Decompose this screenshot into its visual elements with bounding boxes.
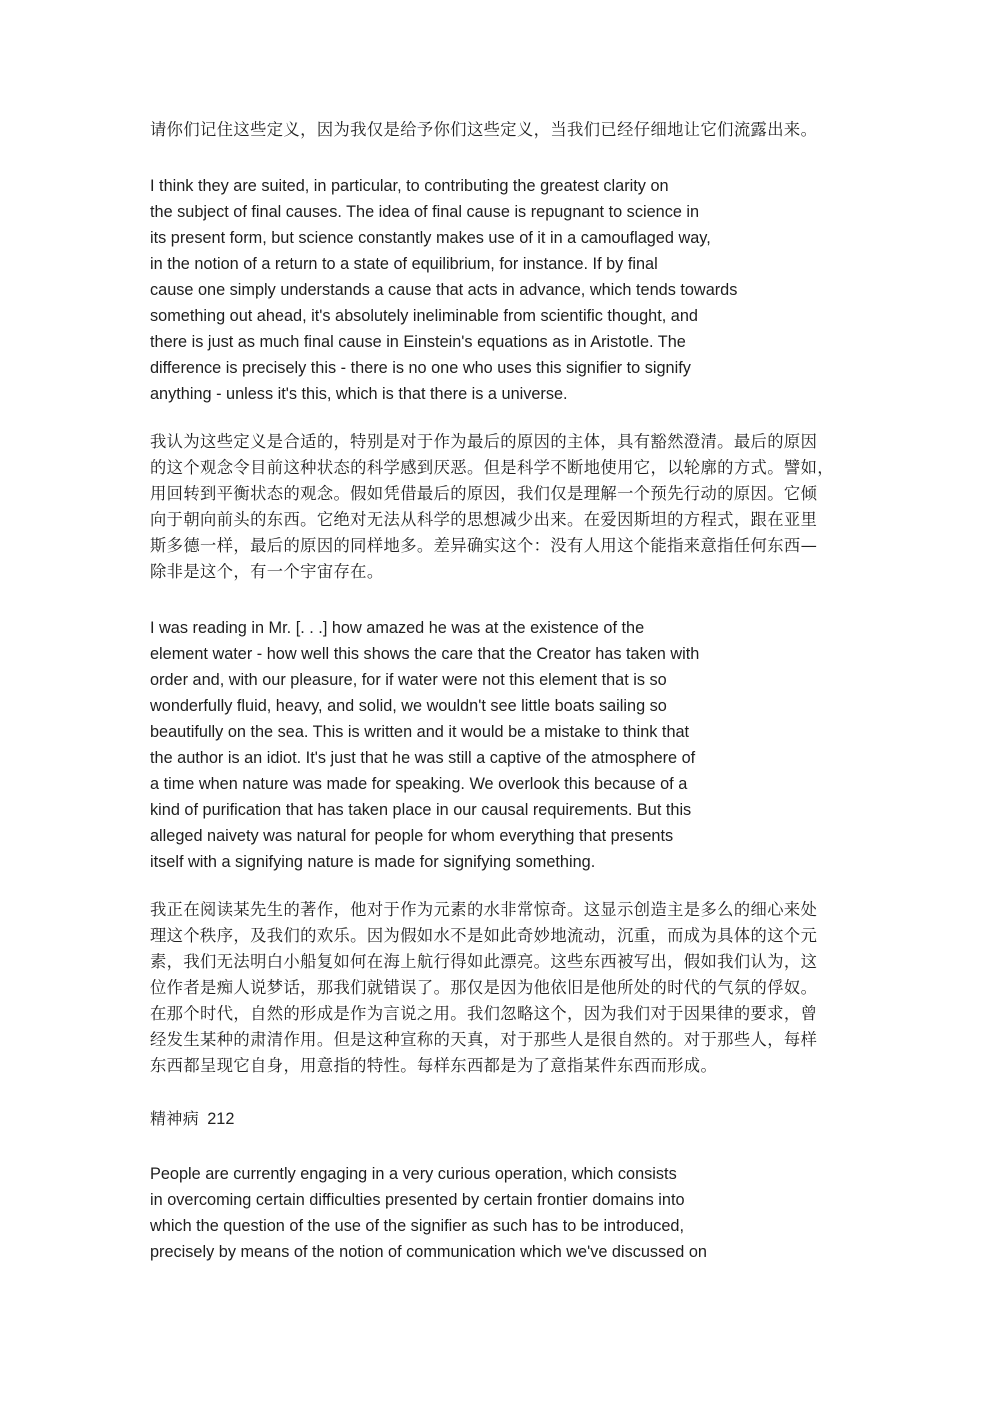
text-line: 东西都呈现它自身，用意指的特性。每样东西都是为了意指某件东西而形成。: [150, 1056, 718, 1075]
section-line: [150, 1106, 234, 1132]
section-label: 精神病: [150, 1109, 200, 1128]
text-line: difference is precisely this - there is no one who uses this signifier to signify: [150, 359, 691, 377]
text-line: wonderfully fluid, heavy, and solid, we wouldn't see little boats sailing so: [150, 697, 667, 715]
text-line: 在那个时代，自然的形成是作为言说之用。我们忽略这个，因为我们对于因果律的要求，曾: [150, 1004, 818, 1023]
text-line: anything - unless it's this, which is that there is a universe.: [150, 385, 568, 403]
text-line: a time when nature was made for speaking. We overlook this because of a: [150, 775, 688, 793]
text-line: the subject of final causes. The idea of final cause is repugnant to science in: [150, 203, 700, 221]
text-line: 向于朝向前头的东西。它绝对无法从科学的思想减少出来。在爱因斯坦的方程式，跟在亚里: [150, 510, 818, 529]
text-line: 的这个观念令目前这种状态的科学感到厌恶。但是科学不断地使用它，以轮廓的方式。譬如，: [150, 458, 834, 477]
text-line: its present form, but science constantly makes use of it in a camouflaged way,: [150, 229, 711, 247]
text-line: 除非是这个，有一个宇宙存在。: [150, 562, 384, 581]
text-line: precisely by means of the notion of communication which we've discussed on: [150, 1243, 707, 1261]
text-line: which the question of the use of the signifier as such has to be introduced,: [150, 1217, 684, 1235]
text-line: something out ahead, it's absolutely ineliminable from scientific thought, and: [150, 307, 698, 325]
paragraph-zh-1: [150, 117, 817, 143]
paragraph-en-3: [150, 1161, 707, 1265]
text-line: in the notion of a return to a state of equilibrium, for instance. If by final: [150, 255, 658, 273]
text-line: 我正在阅读某先生的著作，他对于作为元素的水非常惊奇。这显示创造主是多么的细心来处: [150, 900, 818, 919]
text-line: 理这个秩序，及我们的欢乐。因为假如水不是如此奇妙地流动，沉重，而成为具体的这个元: [150, 926, 818, 945]
text-line: kind of purification that has taken place in our causal requirements. But this: [150, 801, 692, 819]
paragraph-zh-2: [150, 429, 834, 585]
text-line: the author is an idiot. It's just that he was still a captive of the atmosphere of: [150, 749, 696, 767]
text-line: I was reading in Mr. [. . .] how amazed he was at the existence of the: [150, 619, 645, 637]
text-line: 我认为这些定义是合适的，特别是对于作为最后的原因的主体，具有豁然澄清。最后的原因: [150, 432, 818, 451]
text-line: 请你们记住这些定义，因为我仅是给予你们这些定义，当我们已经仔细地让它们流露出来。: [150, 120, 818, 139]
section-marker: [150, 1106, 234, 1132]
text-line: 经发生某种的肃清作用。但是这种宣称的天真，对于那些人是很自然的。对于那些人，每样: [150, 1030, 818, 1049]
text-line: order and, with our pleasure, for if water were not this element that is so: [150, 671, 667, 689]
text-line: alleged naivety was natural for people for whom everything that presents: [150, 827, 674, 845]
text-line: 位作者是痴人说梦话，那我们就错误了。那仅是因为他依旧是他所处的时代的气氛的俘奴。: [150, 978, 818, 997]
paragraph-en-1: [150, 173, 737, 407]
text-line: there is just as much final cause in Einstein's equations as in Aristotle. The: [150, 333, 686, 351]
text-line: in overcoming certain difficulties presented by certain frontier domains into: [150, 1191, 685, 1209]
text-line: cause one simply understands a cause that acts in advance, which tends towards: [150, 281, 738, 299]
paragraph-en-2: [150, 615, 699, 875]
text-line: 斯多德一样，最后的原因的同样地多。差异确实这个：没有人用这个能指来意指任何东西—: [150, 536, 818, 555]
text-line: beautifully on the sea. This is written and it would be a mistake to think that: [150, 723, 690, 741]
text-line: itself with a signifying nature is made for signifying something.: [150, 853, 596, 871]
text-line: 素，我们无法明白小船复如何在海上航行得如此漂亮。这些东西被写出，假如我们认为，这: [150, 952, 818, 971]
text-line: element water - how well this shows the care that the Creator has taken with: [150, 645, 700, 663]
text-line: I think they are suited, in particular, to contributing the greatest clarity on: [150, 177, 669, 195]
paragraph-zh-3: [150, 897, 817, 1079]
page-number: 212: [207, 1110, 235, 1128]
text-line: 用回转到平衡状态的观念。假如凭借最后的原因，我们仅是理解一个预先行动的原因。它倾: [150, 484, 818, 503]
text-line: People are currently engaging in a very curious operation, which consists: [150, 1165, 677, 1183]
